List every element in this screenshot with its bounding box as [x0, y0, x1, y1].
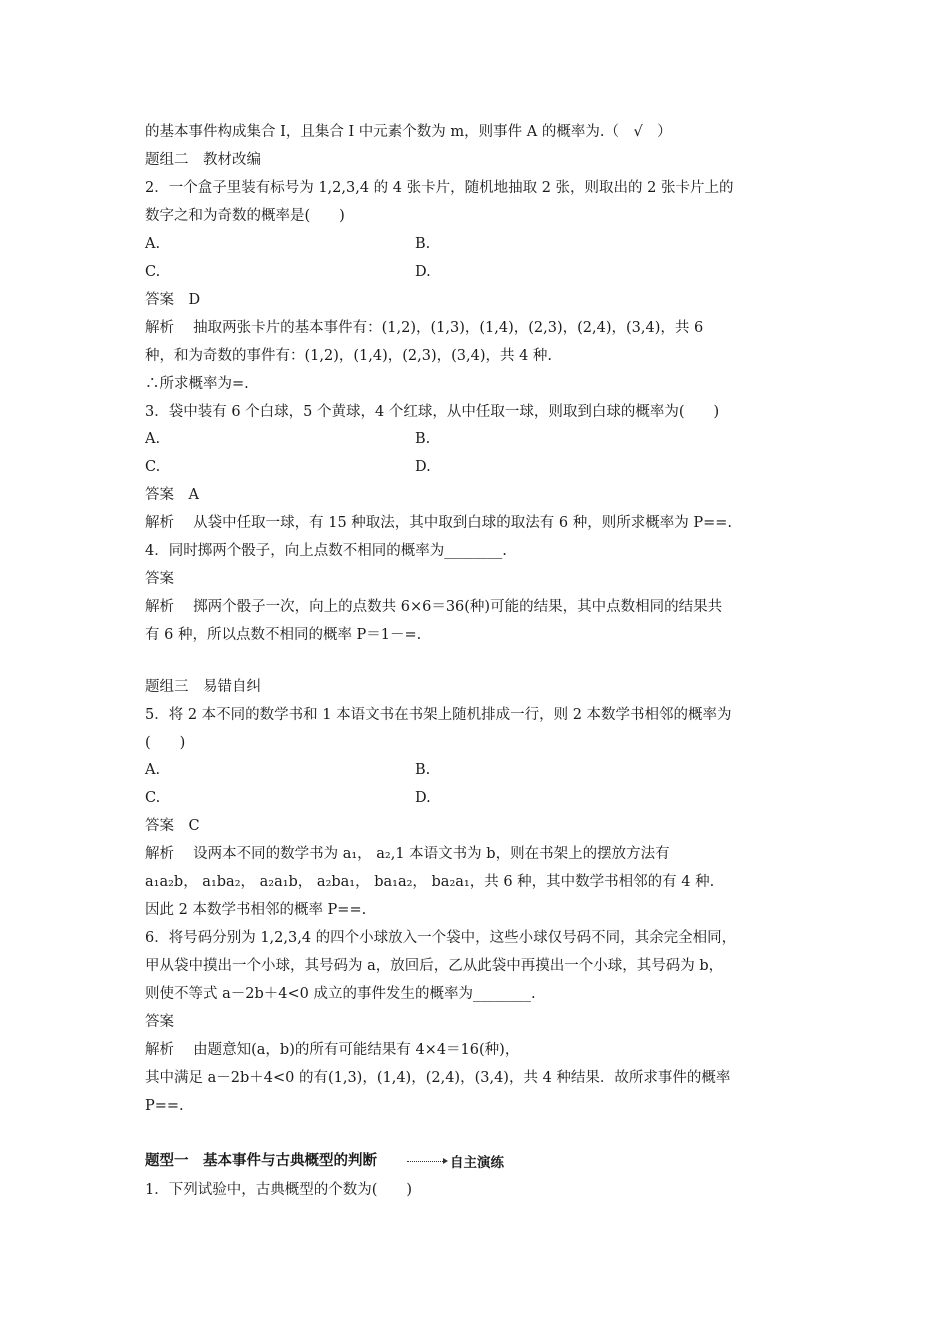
- q3-option-c: C.: [145, 459, 161, 475]
- text-line: 数字之和为奇数的概率是( ): [145, 208, 345, 224]
- q5-option-d: D.: [415, 790, 431, 806]
- text-line: 因此 2 本数学书相邻的概率 P==.: [145, 902, 367, 918]
- text-line: 种，和为奇数的事件有：(1,2)，(1,4)，(2,3)，(3,4)，共 4 种.: [145, 348, 553, 364]
- q2-option-d: D.: [415, 264, 431, 280]
- text-line: 3．袋中装有 6 个白球，5 个黄球，4 个红球，从中任取一球，则取到白球的概率为( ): [145, 404, 720, 420]
- q2-option-c: C.: [145, 264, 161, 280]
- text-line: 答案 D: [145, 292, 201, 308]
- text-line: 的基本事件构成集合 I，且集合 I 中元素个数为 m，则事件 A 的概率为.（ √ ）: [145, 124, 672, 140]
- text-line: 解析 由题意知(a，b)的所有可能结果有 4×4＝16(种)，: [145, 1042, 520, 1058]
- text-line: 其中满足 a－2b＋4<0 的有(1,3)，(1,4)，(2,4)，(3,4)，共 4 种结果．故所求事件的概率: [145, 1070, 731, 1086]
- section-tag-label: 自主演练: [450, 1155, 504, 1171]
- text-line: 答案 A: [145, 487, 199, 503]
- text-line: 6．将号码分别为 1,2,3,4 的四个小球放入一个袋中，这些小球仅号码不同，其余完全相同，: [145, 930, 737, 946]
- text-line: ( ): [145, 735, 186, 751]
- text-line: 甲从袋中摸出一个小球，其号码为 a，放回后，乙从此袋中再摸出一个小球，其号码为 b，: [145, 958, 724, 974]
- text-line: 答案: [145, 1014, 174, 1030]
- arrow-head-icon: [443, 1158, 448, 1164]
- text-line: 解析 抽取两张卡片的基本事件有：(1,2)，(1,3)，(1,4)，(2,3)，(2,4)，(3,4)，共 6: [145, 320, 704, 336]
- text-line: 则使不等式 a－2b＋4<0 成立的事件发生的概率为________.: [145, 986, 536, 1002]
- text-line: 题组三 易错自纠: [145, 679, 261, 695]
- q3-option-b: B.: [415, 431, 431, 447]
- text-line: 4．同时掷两个骰子，向上点数不相同的概率为________.: [145, 543, 507, 559]
- text-line: 答案: [145, 571, 174, 587]
- text-line: 解析 从袋中任取一球，有 15 种取法，其中取到白球的取法有 6 种，则所求概率为 P==.: [145, 515, 732, 531]
- text-line: ∴所求概率为=.: [145, 376, 249, 392]
- text-line: 解析 掷两个骰子一次，向上的点数共 6×6＝36(种)可能的结果，其中点数相同的结果共: [145, 599, 723, 615]
- text-line: a₁a₂b， a₁ba₂， a₂a₁b， a₂ba₁， ba₁a₂， ba₂a₁，共 6 种，其中数学书相邻的有 4 种.: [145, 874, 715, 890]
- text-line: 5．将 2 本不同的数学书和 1 本语文书在书架上随机排成一行，则 2 本数学书相邻的概率为: [145, 707, 732, 723]
- text-line: 2．一个盒子里装有标号为 1,2,3,4 的 4 张卡片，随机地抽取 2 张，则取出的 2 张卡片上的: [145, 180, 734, 196]
- text-line: 有 6 种，所以点数不相同的概率 P＝1－=.: [145, 627, 422, 643]
- q2-option-a: A.: [145, 236, 161, 252]
- text-line: 题组二 教材改编: [145, 152, 261, 168]
- text-line: 答案 C: [145, 818, 200, 834]
- text-line: P==.: [145, 1098, 184, 1114]
- q3-option-d: D.: [415, 459, 431, 475]
- q5-option-a: A.: [145, 762, 161, 778]
- q2-option-b: B.: [415, 236, 431, 252]
- text-line: 解析 设两本不同的数学书为 a₁， a₂,1 本语文书为 b，则在书架上的摆放方法有: [145, 846, 670, 862]
- q5-option-b: B.: [415, 762, 431, 778]
- section-tag: [407, 1151, 504, 1171]
- text-line: 1．下列试验中，古典概型的个数为( ): [145, 1182, 413, 1198]
- section-heading: 题型一 基本事件与古典概型的判断: [145, 1153, 377, 1169]
- q5-option-c: C.: [145, 790, 161, 806]
- q3-option-a: A.: [145, 431, 161, 447]
- dotted-arrow-icon: [407, 1161, 443, 1162]
